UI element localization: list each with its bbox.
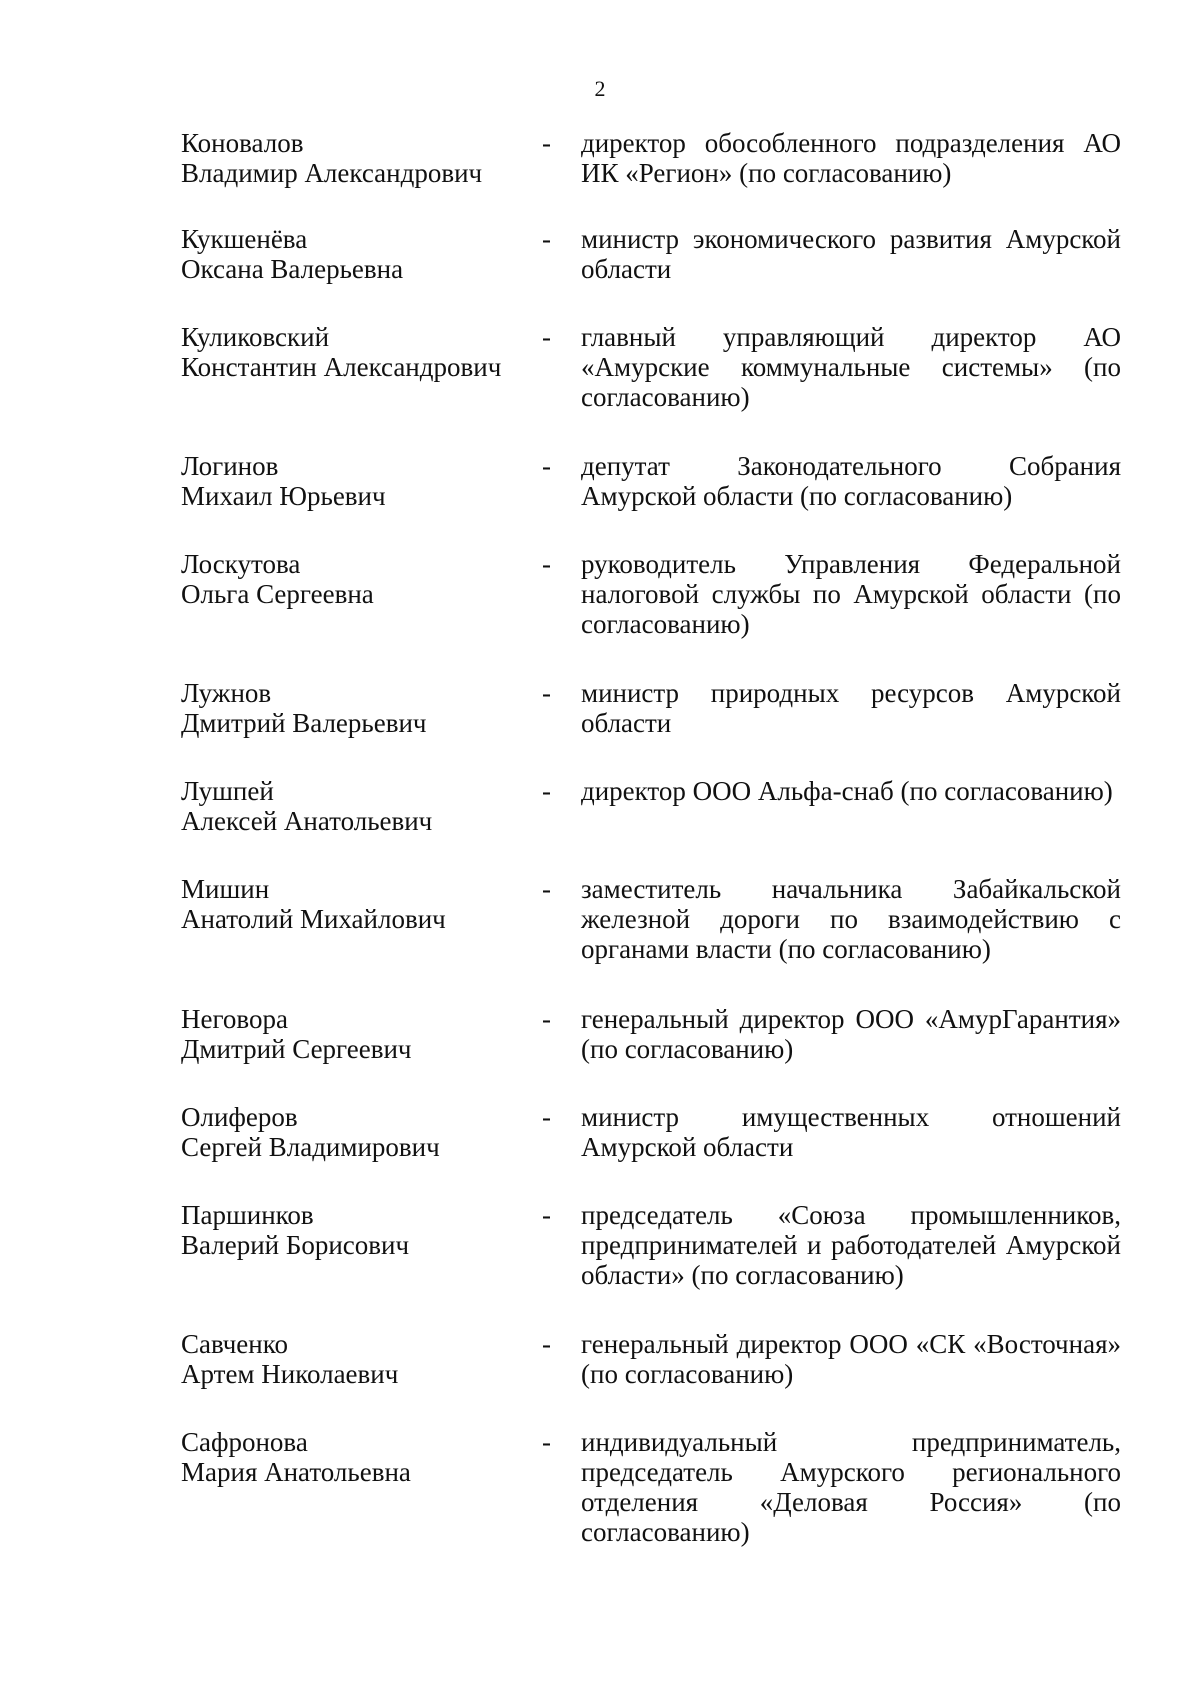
- member-name: [181, 322, 541, 382]
- member-name: [181, 1004, 541, 1064]
- member-role: председатель «Союза промышленников, предпринимателей и работодателей Амурской области» (по согласованию): [581, 1200, 1121, 1290]
- member-name: [181, 874, 541, 934]
- dash-separator: -: [542, 322, 551, 352]
- member-given-name: Артем Николаевич: [181, 1359, 399, 1389]
- dash-separator: -: [542, 1200, 551, 1230]
- dash-separator: -: [542, 1004, 551, 1034]
- member-role: генеральный директор ООО «СК «Восточная» (по согласованию): [581, 1329, 1121, 1389]
- member-given-name: Владимир Александрович: [181, 158, 483, 188]
- member-surname: Лоскутова: [181, 549, 301, 579]
- member-role: министр имущественных отношений Амурской области: [581, 1102, 1121, 1162]
- dash-separator: -: [542, 1102, 551, 1132]
- member-given-name: Дмитрий Сергеевич: [181, 1034, 412, 1064]
- member-surname: Лужнов: [181, 678, 272, 708]
- member-name: [181, 1329, 541, 1389]
- member-surname: Паршинков: [181, 1200, 314, 1230]
- dash-separator: -: [542, 874, 551, 904]
- dash-separator: -: [542, 128, 551, 158]
- member-given-name: Михаил Юрьевич: [181, 481, 386, 511]
- member-surname: Неговора: [181, 1004, 288, 1034]
- member-name: [181, 1200, 541, 1260]
- member-given-name: Сергей Владимирович: [181, 1132, 440, 1162]
- member-role: депутат Законодательного Собрания Амурской области (по согласованию): [581, 451, 1121, 511]
- member-surname: Савченко: [181, 1329, 288, 1359]
- member-given-name: Валерий Борисович: [181, 1230, 410, 1260]
- member-name: [181, 678, 541, 738]
- dash-separator: -: [542, 1427, 551, 1457]
- member-name: [181, 128, 541, 188]
- dash-separator: -: [542, 776, 551, 806]
- member-given-name: Ольга Сергеевна: [181, 579, 374, 609]
- member-given-name: Анатолий Михайлович: [181, 904, 446, 934]
- member-name: [181, 1427, 541, 1487]
- member-given-name: Оксана Валерьевна: [181, 254, 404, 284]
- dash-separator: -: [542, 224, 551, 254]
- member-surname: Кукшенёва: [181, 224, 308, 254]
- member-role: министр экономического развития Амурской области: [581, 224, 1121, 284]
- member-name: [181, 1102, 541, 1162]
- member-role: главный управляющий директор АО «Амурские коммунальные системы» (по согласованию): [581, 322, 1121, 412]
- member-name: [181, 549, 541, 609]
- dash-separator: -: [542, 549, 551, 579]
- member-name: [181, 776, 541, 836]
- member-surname: Логинов: [181, 451, 279, 481]
- member-name: [181, 451, 541, 511]
- member-role: министр природных ресурсов Амурской области: [581, 678, 1121, 738]
- member-name: [181, 224, 541, 284]
- dash-separator: -: [542, 451, 551, 481]
- member-given-name: Мария Анатольевна: [181, 1457, 411, 1487]
- member-surname: Куликовский: [181, 322, 330, 352]
- dash-separator: -: [542, 1329, 551, 1359]
- member-role: генеральный директор ООО «АмурГарантия» (по согласованию): [581, 1004, 1121, 1064]
- member-given-name: Алексей Анатольевич: [181, 806, 433, 836]
- member-role: заместитель начальника Забайкальской железной дороги по взаимодействию с органами власти (по согласованию): [581, 874, 1121, 964]
- member-surname: Сафронова: [181, 1427, 308, 1457]
- member-surname: Олиферов: [181, 1102, 298, 1132]
- member-surname: Лушпей: [181, 776, 274, 806]
- member-surname: Коновалов: [181, 128, 304, 158]
- member-role: директор ООО Альфа-снаб (по согласованию): [581, 776, 1113, 806]
- member-role: директор обособленного подразделения АО ИК «Регион» (по согласованию): [581, 128, 1121, 188]
- member-role: руководитель Управления Федеральной налоговой службы по Амурской области (по согласованию): [581, 549, 1121, 639]
- member-surname: Мишин: [181, 874, 270, 904]
- member-given-name: Дмитрий Валерьевич: [181, 708, 427, 738]
- member-role: индивидуальный предприниматель, председатель Амурского регионального отделения «Деловая Россия» (по согласованию): [581, 1427, 1121, 1547]
- dash-separator: -: [542, 678, 551, 708]
- page-number: 2: [594, 76, 606, 101]
- member-given-name: Константин Александрович: [181, 352, 502, 382]
